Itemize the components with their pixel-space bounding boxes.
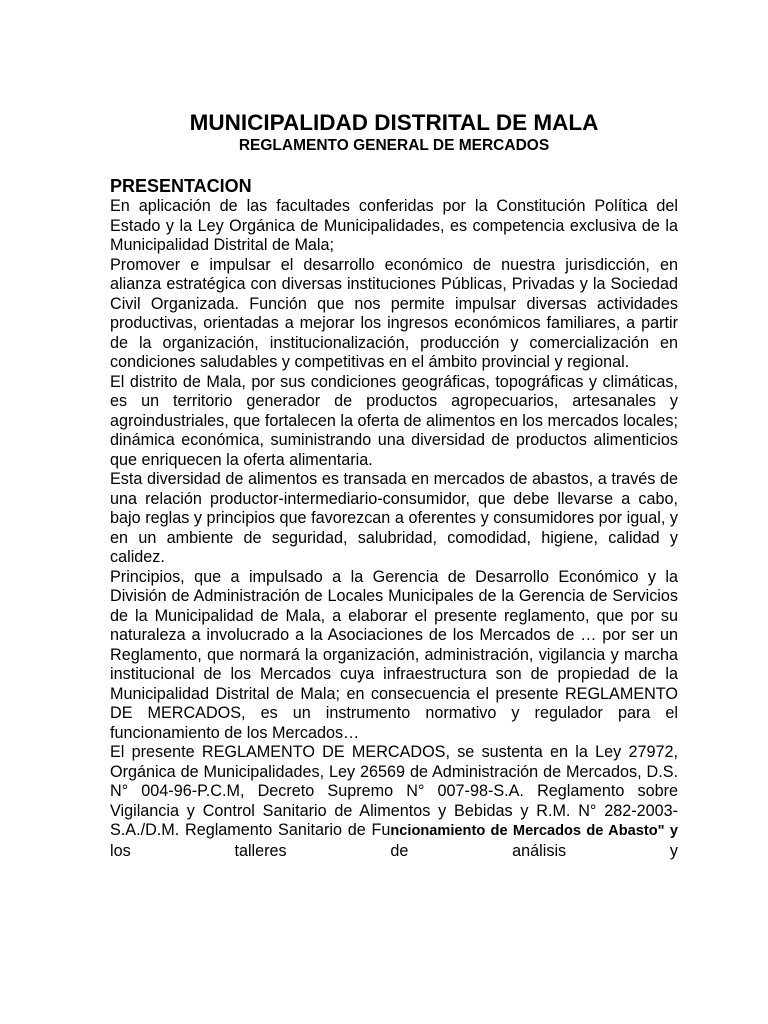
paragraph-6-text-start: El presente REGLAMENTO DE MERCADOS, se sustenta en la Ley 27972, Orgánica de Municipalidades, Ley 26569 de Administración de Mercados, D.S. N° 004-96-P.C.M, Decreto Supremo N° 007-98-S.A. Reglamento sobre Vigilancia y Control Sanitario de Alimentos y Bebidas y R.M. N° 282-2003-S.A./D.M. Reglamento Sanitario de Fu [110, 743, 678, 839]
document-subtitle: REGLAMENTO GENERAL DE MERCADOS [238, 137, 550, 154]
paragraph-3: El distrito de Mala, por sus condiciones geográficas, topográficas y climáticas, es un territorio generador de productos agropecuarios, artesanales y agroindustriales, que fortalecen la oferta de alimentos en los mercados locales; dinámica económica, suministrando una diversidad de productos alimenticios que enriquecen la oferta alimentaria. [110, 372, 678, 469]
document-page [110, 110, 678, 861]
paragraph-1: En aplicación de las facultades conferidas por la Constitución Política del Estado y la Ley Orgánica de Municipalidades, es competencia exclusiva de la Municipalidad Distrital de Mala; [110, 197, 678, 254]
paragraph-4: Esta diversidad de alimentos es transada en mercados de abastos, a través de una relación productor-intermediario-consumidor, que debe llevarse a cabo, bajo reglas y principios que favorezcan a oferentes y consumidores por igual, y en un ambiente de seguridad, salubridad, comodidad, higiene, calidad y calidez. [110, 470, 678, 566]
paragraph-6-bold-text: ncionamiento de Mercados de Abasto" y [390, 823, 678, 839]
document-body [110, 197, 678, 861]
section-heading: PRESENTACION [110, 176, 252, 196]
paragraph-6-text-end: los talleres de análisis y [110, 841, 678, 860]
paragraph-2: Promover e impulsar el desarrollo económico de nuestra jurisdicción, en alianza estratégica con diversas instituciones Públicas, Privadas y la Sociedad Civil Organizada. Función que nos permite impulsar diversas actividades productivas, orientadas a mejorar los ingresos económicos familiares, a partir de la organización, institucionalización, producción y comercialización en condiciones saludables y competitivas en el ámbito provincial y regional. [110, 255, 678, 371]
paragraph-5: Principios, que a impulsado a la Gerencia de Desarrollo Económico y la División de Administración de Locales Municipales de la Gerencia de Servicios de la Municipalidad de Mala, a elaborar el presente reglamento, que por su naturaleza a involucrado a la Asociaciones de los Mercados de … por ser un Reglamento, que normará la organización, administración, vigilancia y marcha institucional de los Mercados cuya infraestructura son de propiedad de la Municipalidad Distrital de Mala; en consecuencia el presente REGLAMENTO DE MERCADOS, es un instrumento normativo y regulador para el funcionamiento de los Mercados… [110, 567, 678, 742]
document-title: MUNICIPALIDAD DISTRITAL DE MALA [189, 110, 599, 135]
paragraph-6 [110, 743, 678, 861]
